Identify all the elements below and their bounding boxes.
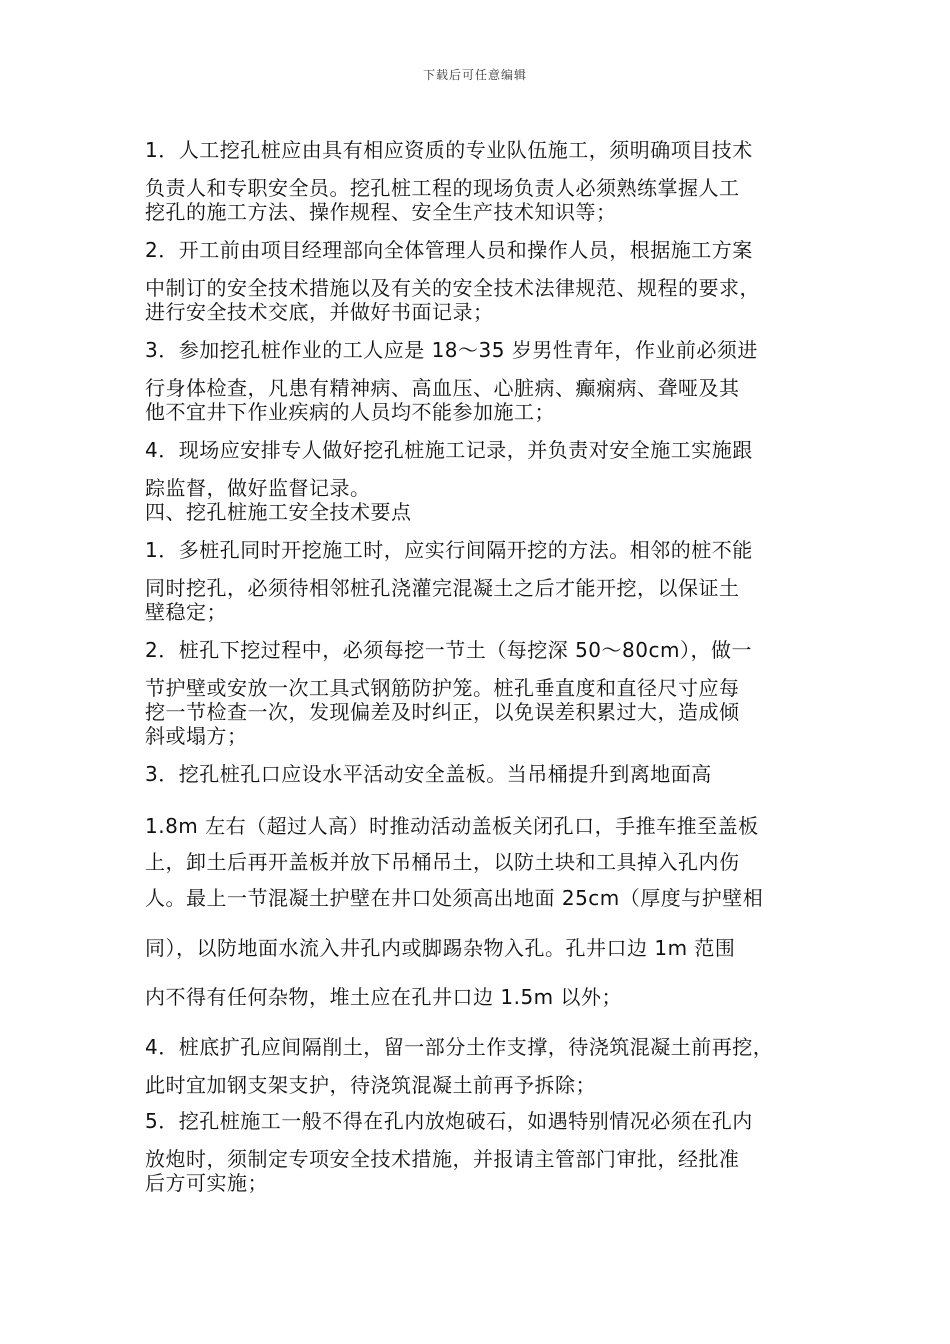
text-line: 此时宜加钢支架支护，待浇筑混凝土前再予拆除； <box>145 1073 596 1097</box>
text-line: 壁稳定； <box>145 600 227 624</box>
text-line: 同时挖孔，必须待相邻桩孔浇灌完混凝土之后才能开挖，以保证土 <box>145 576 740 600</box>
text-line: 1.8m 左右（超过人高）时推动活动盖板关闭孔口，手推车推至盖板 <box>145 814 759 838</box>
text-line: 他不宜井下作业疾病的人员均不能参加施工； <box>145 400 555 424</box>
section-heading: 四、挖孔桩施工安全技术要点 <box>145 500 412 524</box>
text-line: 上，卸土后再开盖板并放下吊桶吊土，以防土块和工具掉入孔内伤 <box>145 850 740 874</box>
text-line: 同），以防地面水流入井孔内或脚踢杂物入孔。孔井口边 1m 范围 <box>145 936 736 960</box>
text-line: 节护壁或安放一次工具式钢筋防护笼。桩孔垂直度和直径尺寸应每 <box>145 676 740 700</box>
text-line: 负责人和专职安全员。挖孔桩工程的现场负责人必须熟练掌握人工 <box>145 176 740 200</box>
text-line: 4．桩底扩孔应间隔削土，留一部分土作支撑，待浇筑混凝土前再挖， <box>145 1035 774 1059</box>
text-line: 中制订的安全技术措施以及有关的安全技术法律规范、规程的要求， <box>145 276 760 300</box>
text-line: 3．参加挖孔桩作业的工人应是 18～35 岁男性青年，作业前必须进 <box>145 338 758 362</box>
text-line: 内不得有任何杂物，堆土应在孔井口边 1.5m 以外； <box>145 985 623 1009</box>
text-line: 挖一节检查一次，发现偏差及时纠正，以免误差积累过大，造成倾 <box>145 700 740 724</box>
page-header-note: 下载后可任意编辑 <box>422 68 527 82</box>
text-line: 2．桩孔下挖过程中，必须每挖一节土（每挖深 50～80cm），做一 <box>145 638 752 662</box>
text-line: 行身体检查，凡患有精神病、高血压、心脏病、癫痫病、聋哑及其 <box>145 376 740 400</box>
text-line: 斜或塌方； <box>145 724 248 748</box>
text-line: 挖孔的施工方法、操作规程、安全生产技术知识等； <box>145 200 617 224</box>
text-line: 4．现场应安排专人做好挖孔桩施工记录，并负责对安全施工实施跟 <box>145 438 753 462</box>
text-line: 进行安全技术交底，并做好书面记录； <box>145 300 494 324</box>
text-line: 后方可实施； <box>145 1171 268 1195</box>
text-line: 人。最上一节混凝土护壁在井口处须高出地面 25cm（厚度与护壁相 <box>145 886 764 910</box>
text-line: 2．开工前由项目经理部向全体管理人员和操作人员，根据施工方案 <box>145 238 753 262</box>
text-line: 5．挖孔桩施工一般不得在孔内放炮破石，如遇特别情况必须在孔内 <box>145 1109 753 1133</box>
text-line: 1．人工挖孔桩应由具有相应资质的专业队伍施工，须明确项目技术 <box>145 138 753 162</box>
text-line: 1．多桩孔同时开挖施工时，应实行间隔开挖的方法。相邻的桩不能 <box>145 538 753 562</box>
text-line: 放炮时，须制定专项安全技术措施，并报请主管部门审批，经批准 <box>145 1147 740 1171</box>
text-line: 3．挖孔桩孔口应设水平活动安全盖板。当吊桶提升到离地面高 <box>145 762 712 786</box>
text-line: 踪监督，做好监督记录。 <box>145 476 371 500</box>
